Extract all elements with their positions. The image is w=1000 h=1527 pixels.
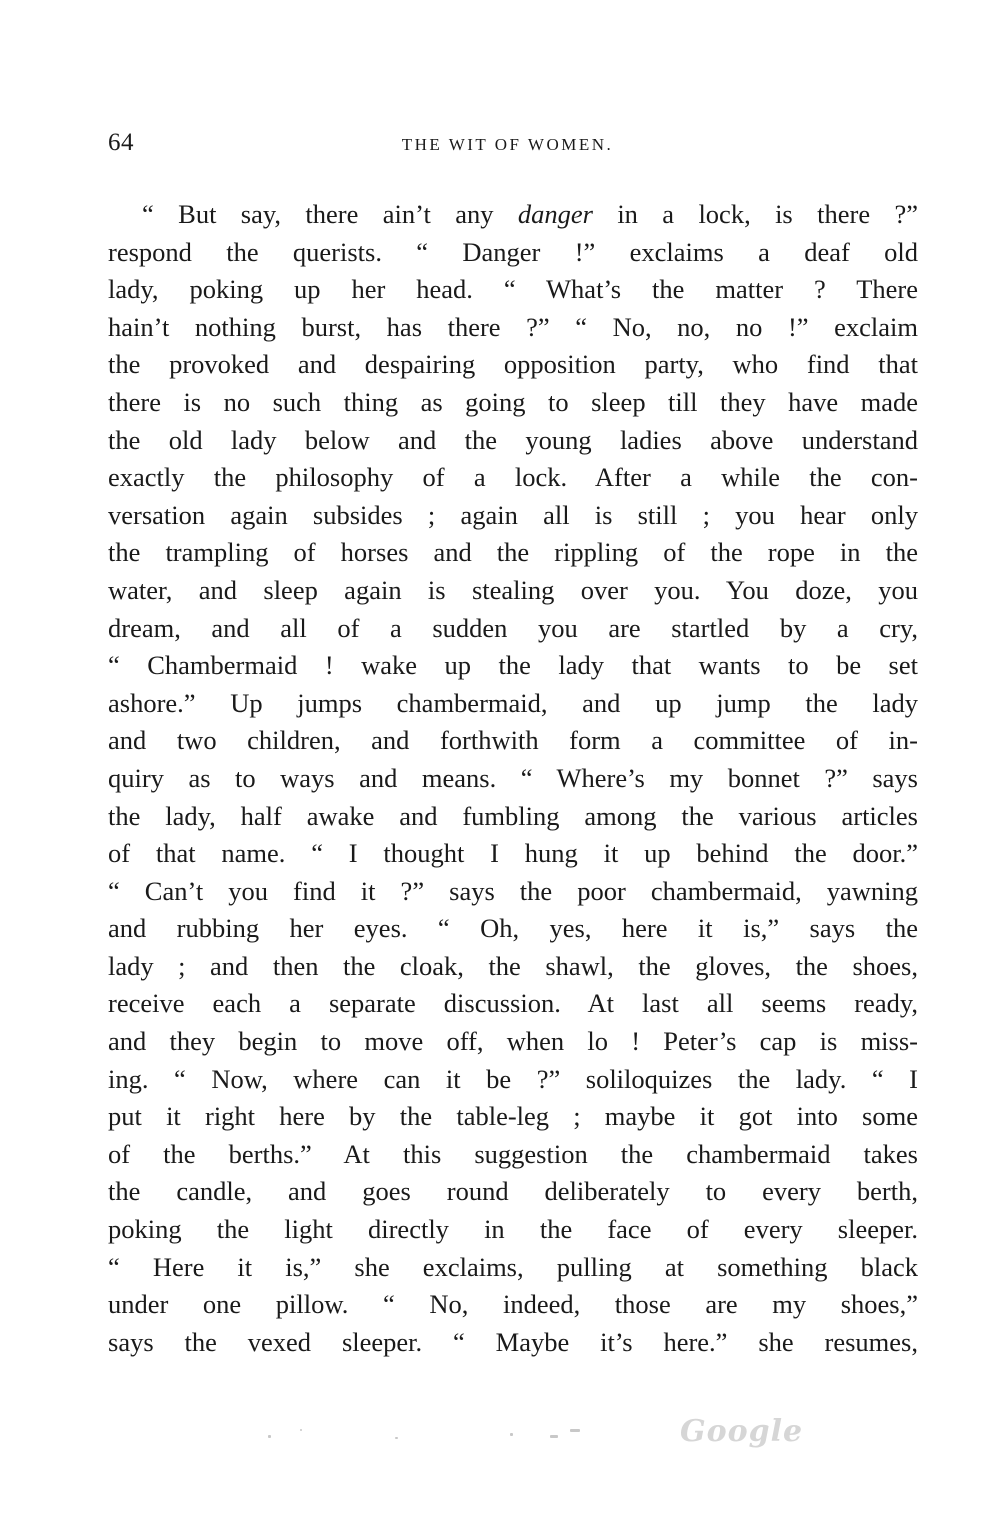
- text-line: and two children, and forthwith form a committee of in-: [108, 725, 918, 756]
- text-line: lady ; and then the cloak, the shawl, the gloves, the shoes,: [108, 950, 918, 981]
- text-line: quiry as to ways and means. “ Where’s my bonnet ?” says: [108, 762, 918, 793]
- text-line: the provoked and despairing opposition party, who find that: [108, 349, 918, 380]
- text-line: “ Chambermaid ! wake up the lady that wants to be set: [108, 650, 918, 681]
- text-line: water, and sleep again is stealing over you. You doze, you: [108, 574, 918, 605]
- text-line: versation again subsides ; again all is still ; you hear only: [108, 499, 918, 530]
- text-line: ing. “ Now, where can it be ?” soliloquizes the lady. “ I: [108, 1063, 918, 1094]
- text-line: “ Here it is,” she exclaims, pulling at something black: [108, 1251, 918, 1282]
- text-line: the old lady below and the young ladies above understand: [108, 424, 918, 455]
- text-line: of the berths.” At this suggestion the chambermaid takes: [108, 1138, 918, 1169]
- scan-speck: [268, 1435, 271, 1438]
- text-line: ashore.” Up jumps chambermaid, and up jump the lady: [108, 687, 918, 718]
- text-line: poking the light directly in the face of every sleeper.: [108, 1214, 918, 1245]
- text-line: lady, poking up her head. “ What’s the matter ? There: [108, 274, 918, 305]
- emphasized-word: danger: [517, 199, 593, 229]
- text-line: of that name. “ I thought I hung it up behind the door.”: [108, 838, 918, 869]
- scan-artifacts: [260, 1415, 820, 1455]
- text-line: hain’t nothing burst, has there ?” “ No, no, no !” exclaim: [108, 311, 918, 342]
- scan-speck: [550, 1435, 558, 1438]
- text-line: put it right here by the table-leg ; maybe it got into some: [108, 1101, 918, 1132]
- scan-speck: [570, 1429, 580, 1432]
- text-line: there is no such thing as going to sleep till they have made: [108, 386, 918, 417]
- text-line: exactly the philosophy of a lock. After a while the con-: [108, 462, 918, 493]
- text-line: and rubbing her eyes. “ Oh, yes, here it is,” says the: [108, 913, 918, 944]
- text-line: “ Can’t you find it ?” says the poor chambermaid, yawning: [108, 875, 918, 906]
- running-head-title: THE WIT OF WOMEN.: [401, 135, 614, 154]
- text-line: the candle, and goes round deliberately to every berth,: [108, 1176, 918, 1207]
- text-line: dream, and all of a sudden you are startled by a cry,: [108, 612, 918, 643]
- text-line: respond the querists. “ Danger !” exclaims a deaf old: [108, 236, 918, 267]
- text-line: the lady, half awake and fumbling among the various articles: [108, 800, 918, 831]
- body-text: [108, 196, 918, 1361]
- text-line: under one pillow. “ No, indeed, those are my shoes,”: [108, 1289, 918, 1320]
- text-line: “ But say, there ain’t any danger in a lock, is there ?”: [142, 199, 918, 229]
- watermark-stamp: Google: [680, 1414, 804, 1449]
- scan-speck: [395, 1437, 398, 1439]
- page-number: 64: [108, 129, 134, 156]
- text-line: says the vexed sleeper. “ Maybe it’s here.” she resumes,: [108, 1326, 918, 1357]
- text-line: the trampling of horses and the rippling of the rope in the: [108, 537, 918, 568]
- scan-speck: [300, 1429, 302, 1431]
- scan-speck: [510, 1433, 513, 1436]
- text-line: and they begin to move off, when lo ! Peter’s cap is miss-: [108, 1026, 918, 1057]
- text-line: receive each a separate discussion. At last all seems ready,: [108, 988, 918, 1019]
